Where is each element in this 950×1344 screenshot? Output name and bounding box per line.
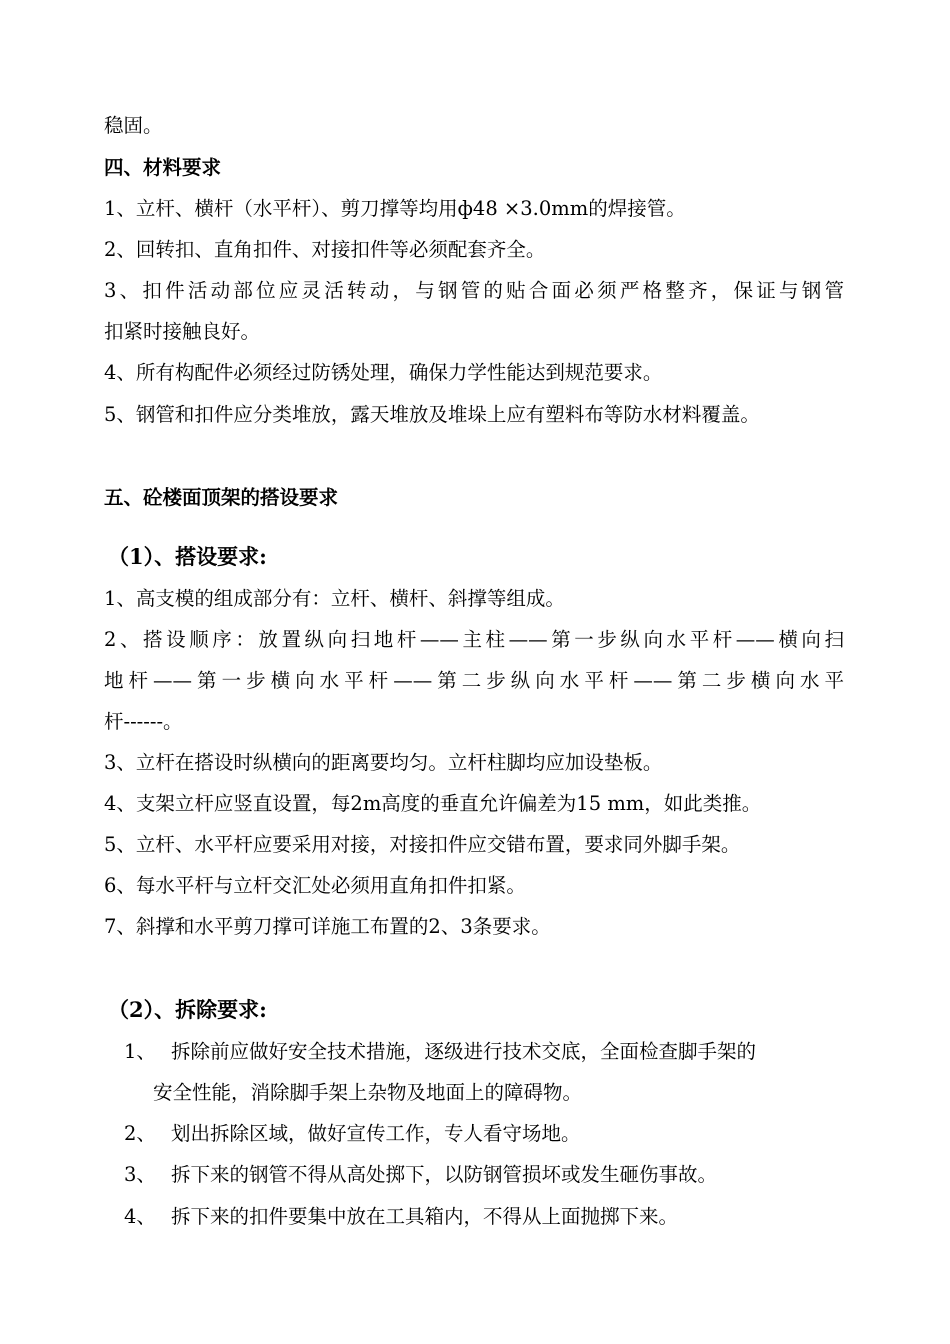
section-heading-materials: 四、材料要求 <box>104 156 222 179</box>
list-item: 4、支架立杆应竖直设置，每2m高度的垂直允许偏差为15 mm，如此类推。 <box>104 792 762 815</box>
list-item-continuation: 安全性能，消除脚手架上杂物及地面上的障碍物。 <box>153 1081 583 1104</box>
list-item: 1、立杆、横杆（水平杆）、剪刀撑等均用ф48 ×3.0mm的焊接管。 <box>104 197 686 220</box>
list-number: 2、 <box>124 1122 156 1145</box>
list-item-text: 拆下来的钢管不得从高处掷下，以防钢管损坏或发生砸伤事故。 <box>171 1163 718 1186</box>
list-item: 2、搭设顺序：放置纵向扫地杆——主柱——第一步纵向水平杆——横向扫 <box>104 628 844 651</box>
subsection-heading-removal: （2）、拆除要求: <box>108 997 267 1022</box>
list-item: 5、钢管和扣件应分类堆放，露天堆放及堆垛上应有塑料布等防水材料覆盖。 <box>104 403 760 426</box>
list-item: 6、每水平杆与立杆交汇处必须用直角扣件扣紧。 <box>104 874 526 897</box>
list-item: 2、回转扣、直角扣件、对接扣件等必须配套齐全。 <box>104 238 546 261</box>
list-item: 5、立杆、水平杆应要采用对接，对接扣件应交错布置，要求同外脚手架。 <box>104 833 741 856</box>
list-number: 1、 <box>124 1040 156 1063</box>
list-item: 3、扣件活动部位应灵活转动，与钢管的贴合面必须严格整齐，保证与钢管 <box>104 279 844 302</box>
list-item: 7、斜撑和水平剪刀撑可详施工布置的2、3条要求。 <box>104 915 551 938</box>
list-item-continuation: 地杆——第一步横向水平杆——第二步纵向水平杆——第二步横向水平 <box>104 669 844 692</box>
list-number: 3、 <box>124 1163 156 1186</box>
list-item-text: 划出拆除区域，做好宣传工作，专人看守场地。 <box>171 1122 581 1145</box>
list-item-continuation: 杆------。 <box>104 710 183 733</box>
list-item-text: 拆下来的扣件要集中放在工具箱内，不得从上面抛掷下来。 <box>171 1205 679 1228</box>
paragraph-continuation: 稳固。 <box>104 114 163 137</box>
list-item: 3、立杆在搭设时纵横向的距离要均匀。立杆柱脚均应加设垫板。 <box>104 751 663 774</box>
section-heading-scaffold: 五、砼楼面顶架的搭设要求 <box>104 486 339 509</box>
list-item: 4、所有构配件必须经过防锈处理，确保力学性能达到规范要求。 <box>104 361 663 384</box>
list-item: 1、高支模的组成部分有：立杆、横杆、斜撑等组成。 <box>104 587 565 610</box>
list-number: 4、 <box>124 1205 156 1228</box>
list-item-continuation: 扣紧时接触良好。 <box>104 320 261 343</box>
list-item-text: 拆除前应做好安全技术措施，逐级进行技术交底，全面检查脚手架的 <box>171 1040 757 1063</box>
subsection-heading-erection: （1）、搭设要求: <box>108 544 267 569</box>
